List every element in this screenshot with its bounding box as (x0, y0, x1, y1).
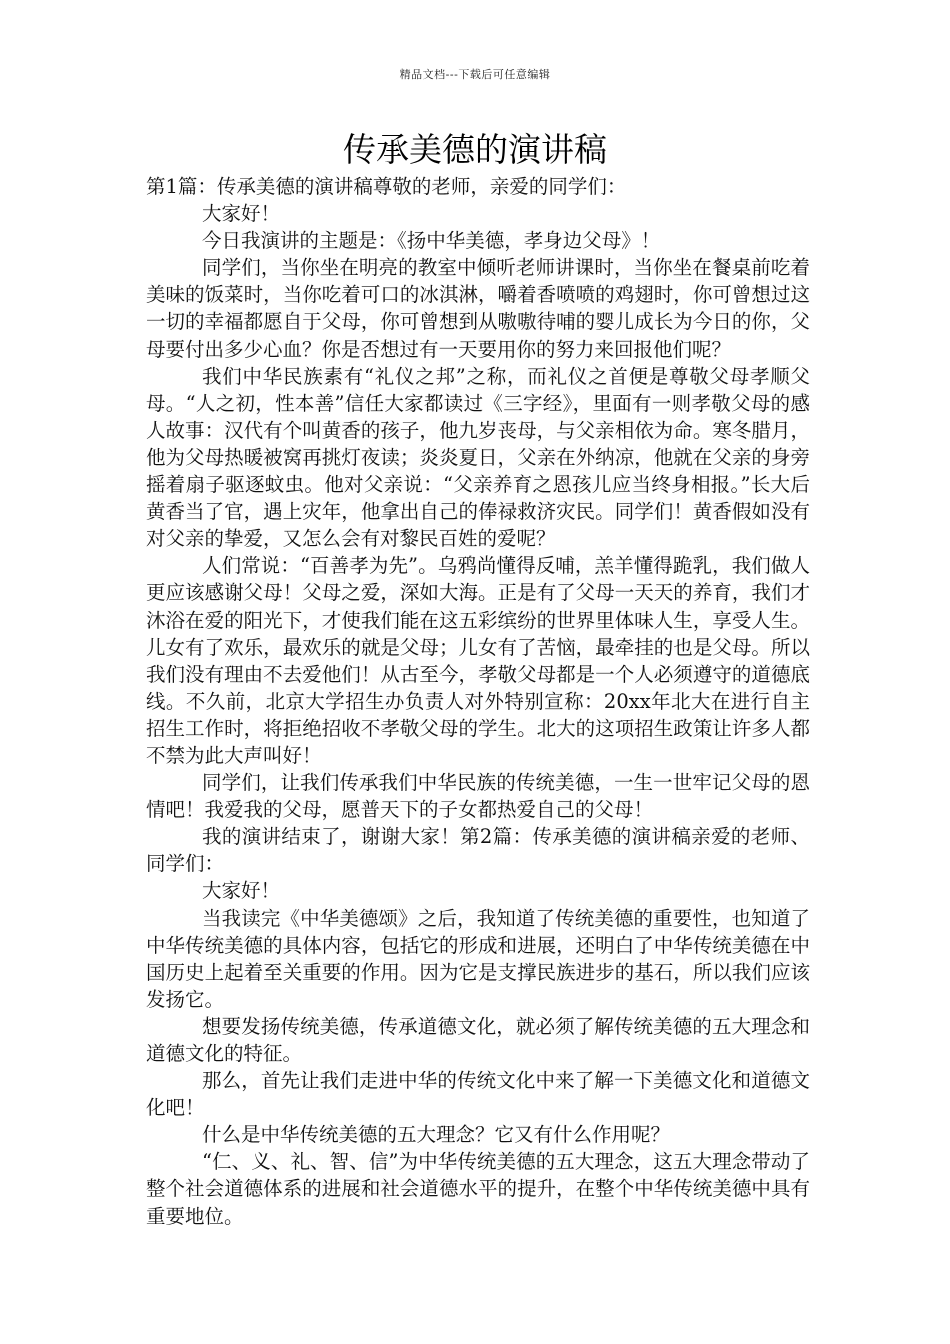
paragraph: 大家好！ (202, 879, 281, 903)
paragraph: 同学们，让我们传承我们中华民族的传统美德，一生一世牢记父母的恩情吧！我爱我的父母，愿普天下的子女都热爱自己的父母！ (146, 771, 810, 822)
paragraph: 第1篇：传承美德的演讲稿尊敬的老师，亲爱的同学们： (146, 175, 627, 198)
paragraph: 同学们，当你坐在明亮的教室中倾听老师讲课时，当你坐在餐桌前吃着美味的饭菜时，当你吃着可口的冰淇淋，嚼着香喷喷的鸡翅时，你可曾想过这一切的幸福都愿自于父母，你可曾想到从嗷嗷待哺的婴儿成长为今日的你，父母要付出多少心血？你是否想过有一天要用你的努力来回报他们呢？ (146, 256, 810, 361)
paragraph: 想要发扬传统美德，传承道德文化，就必须了解传统美德的五大理念和道德文化的特征。 (146, 1014, 810, 1065)
paragraph: “仁、义、礼、智、信”为中华传统美德的五大理念，这五大理念带动了整个社会道德体系的进展和社会道德水平的提升，在整个中华传统美德中具有重要地位。 (146, 1150, 810, 1228)
paragraph: 我们中华民族素有“礼仪之邦”之称，而礼仪之首便是尊敬父母孝顺父母。“人之初，性本善”信任大家都读过《三字经》，里面有一则孝敬父母的感人故事：汉代有个叫黄香的孩子，他九岁丧母，与父亲相依为命。寒冬腊月，他为父母热暖被窝再挑灯夜读；炎炎夏日，父亲在外纳凉，他就在父亲的身旁摇着扇子驱逐蚊虫。他对父亲说：“父亲养育之恩孩儿应当终身相报。”长大后黄香当了官，遇上灾年，他拿出自己的俸禄救济灾民。同学们！黄香假如没有对父亲的挚爱，又怎么会有对黎民百姓的爱呢？ (146, 364, 810, 551)
paragraph: 大家好！ (202, 202, 281, 226)
document-body (146, 173, 810, 1230)
header-note: 精品文档---下载后可任意编辑 (399, 68, 551, 81)
paragraph: 今日我演讲的主题是：《扬中华美德，孝身边父母》！ (202, 229, 661, 253)
paragraph: 我的演讲结束了，谢谢大家！第2篇：传承美德的演讲稿亲爱的老师、同学们： (146, 825, 810, 876)
document-title: 传承美德的演讲稿 (343, 130, 607, 169)
paragraph: 那么，首先让我们走进中华的传统文化中来了解一下美德文化和道德文化吧！ (146, 1069, 810, 1120)
paragraph: 什么是中华传统美德的五大理念？它又有什么作用呢？ (202, 1123, 671, 1147)
paragraph: 人们常说：“百善孝为先”。乌鸦尚懂得反哺，羔羊懂得跪乳，我们做人更应该感谢父母！父母之爱，深如大海。正是有了父母一天天的养育，我们才沐浴在爱的阳光下，才使我们能在这五彩缤纷的世界里体味人生，享受人生。儿女有了欢乐，最欢乐的就是父母；儿女有了苦恼，最牵挂的也是父母。所以我们没有理由不去爱他们！从古至今，孝敬父母都是一个人必须遵守的道德底线。不久前，北京大学招生办负责人对外特别宣称：20xx年北大在进行自主招生工作时，将拒绝招收不孝敬父母的学生。北大的这项招生政策让许多人都不禁为此大声叫好！ (146, 554, 810, 767)
paragraph: 当我读完《中华美德颂》之后，我知道了传统美德的重要性，也知道了中华传统美德的具体内容，包括它的形成和进展，还明白了中华传统美德在中国历史上起着至关重要的作用。因为它是支撑民族进步的基石，所以我们应该发扬它。 (146, 906, 810, 1011)
